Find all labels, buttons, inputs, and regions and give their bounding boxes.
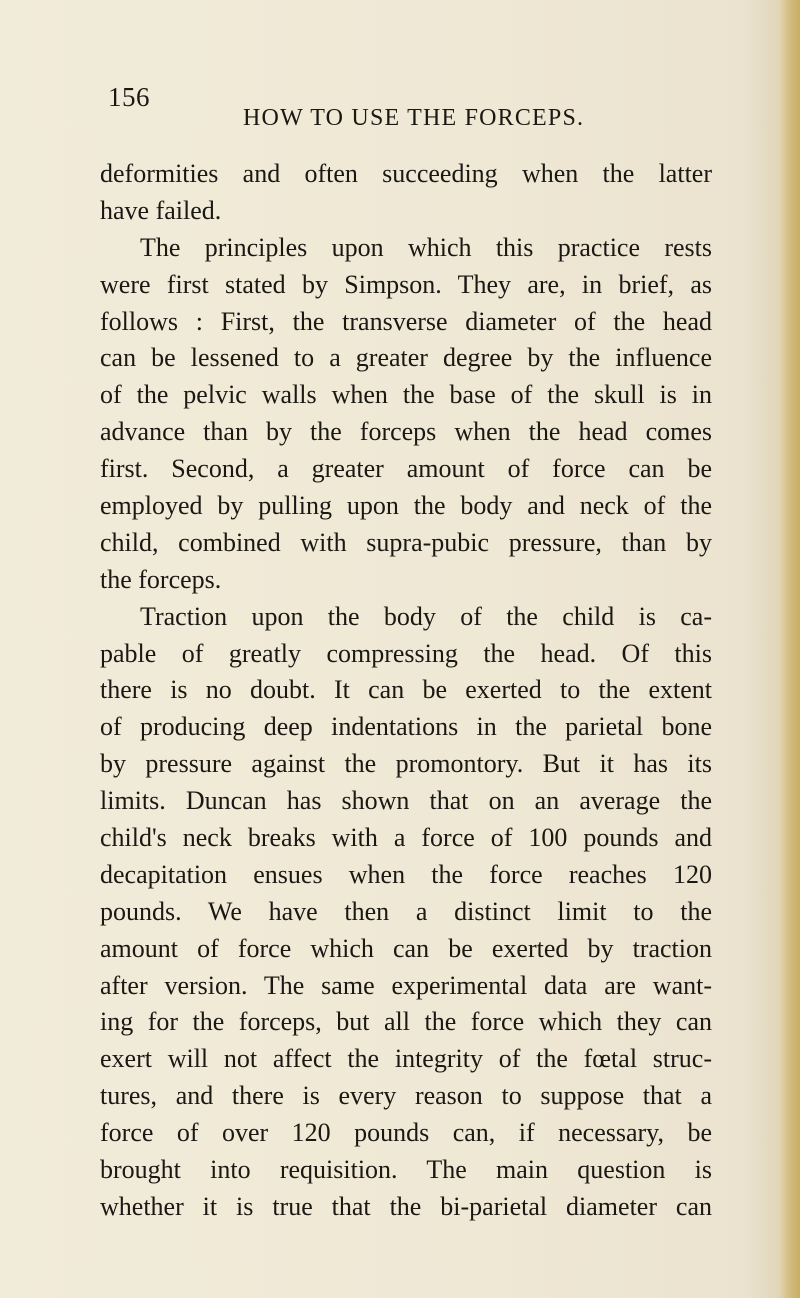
text-line: after version. The same experimental data are want- — [100, 970, 712, 1000]
text-line: deformities and often succeeding when the latter — [100, 159, 712, 188]
text-line: Traction upon the body of the child is ca- — [140, 601, 712, 631]
text-line: were first stated by Simpson. They are, in brief, as — [100, 269, 712, 299]
text-line: limits. Duncan has shown that on an average the — [100, 786, 712, 816]
text-line: brought into requisition. The main question is — [100, 1155, 712, 1185]
text-line: pable of greatly compressing the head. Of this — [100, 638, 712, 668]
text-line: The principles upon which this practice rests — [140, 232, 712, 262]
text-line: advance than by the forceps when the head comes — [100, 417, 712, 447]
text-line: the forceps. — [100, 564, 222, 594]
body-text — [100, 156, 712, 1226]
page-edge-shadow — [780, 0, 800, 1298]
text-line: by pressure against the promontory. But it has its — [100, 749, 712, 779]
text-line: there is no doubt. It can be exerted to the extent — [100, 675, 712, 705]
text-line: have failed. — [100, 195, 222, 225]
running-head: HOW TO USE THE FORCEPS. — [243, 105, 585, 131]
text-line: tures, and there is every reason to suppose that a — [100, 1081, 712, 1111]
paragraph — [100, 230, 712, 599]
text-line: pounds. We have then a distinct limit to the — [100, 896, 712, 926]
text-line: exert will not affect the integrity of the fœtal struc- — [100, 1044, 712, 1074]
text-line: of producing deep indentations in the parietal bone — [100, 712, 712, 742]
text-line: amount of force which can be exerted by traction — [100, 933, 712, 963]
text-line: first. Second, a greater amount of force can be — [100, 454, 712, 484]
text-line: decapitation ensues when the force reaches 120 — [100, 859, 712, 889]
text-line: force of over 120 pounds can, if necessary, be — [100, 1118, 712, 1148]
paragraph — [100, 599, 712, 1226]
text-line: can be lessened to a greater degree by the influence — [100, 343, 712, 373]
text-line: child, combined with supra-pubic pressure, than by — [100, 527, 712, 557]
text-line: of the pelvic walls when the base of the skull is in — [100, 380, 712, 410]
text-line: whether it is true that the bi-parietal diameter can — [100, 1191, 712, 1221]
page-number: 156 — [108, 82, 150, 112]
text-line: child's neck breaks with a force of 100 pounds and — [100, 823, 712, 853]
text-line: follows : First, the transverse diameter of the head — [100, 306, 712, 336]
text-line: ing for the forceps, but all the force which they can — [100, 1007, 712, 1037]
text-line: employed by pulling upon the body and neck of the — [100, 491, 712, 521]
paragraph — [100, 156, 712, 230]
